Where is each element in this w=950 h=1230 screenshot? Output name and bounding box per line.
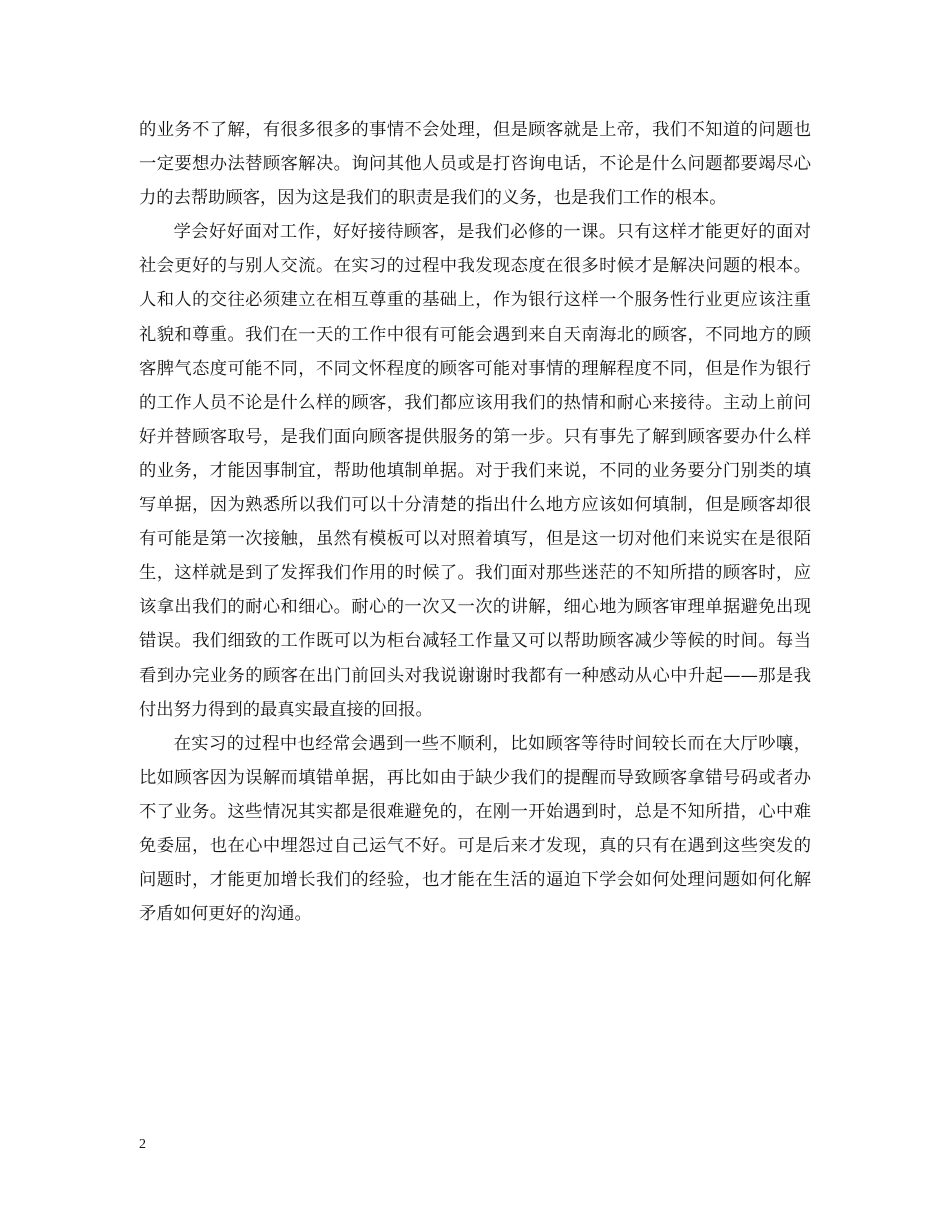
paragraph-attitude: 学会好好面对工作，好好接待顾客，是我们必修的一课。只有这样才能更好的面对社会更好的与别人交流。在实习的过程中我发现态度在很多时候才是解决问题的根本。人和人的交往必须建立在相互尊重的基础上，作为银行这样一个服务性行业更应该注重礼貌和尊重。我们在一天的工作中很有可能会遇到来自天南海北的顾客，不同地方的顾客脾气态度可能不同，不同文怀程度的顾客可能对事情的理解程度不同，但是作为银行的工作人员不论是什么样的顾客，我们都应该用我们的热情和耐心来接待。主动上前问好并替顾客取号，是我们面向顾客提供服务的第一步。只有事先了解到顾客要办什么样的业务，才能因事制宜，帮助他填制单据。对于我们来说，不同的业务要分门别类的填写单据，因为熟悉所以我们可以十分清楚的指出什么地方应该如何填制，但是顾客却很有可能是第一次接触，虽然有模板可以对照着填写，但是这一切对他们来说实在是很陌生，这样就是到了发挥我们作用的时候了。我们面对那些迷茫的不知所措的顾客时，应该拿出我们的耐心和细心。耐心的一次又一次的讲解，细心地为顾客审理单据避免出现错误。我们细致的工作既可以为柜台减轻工作量又可以帮助顾客减少等候的时间。每当看到办完业务的顾客在出门前回头对我说谢谢时我都有一种感动从心中升起——那是我付出努力得到的最真实最直接的回报。 <box>139 222 811 720</box>
paragraph-continuation: 的业务不了解，有很多很多的事情不会处理，但是顾客就是上帝，我们不知道的问题也一定要想办法替顾客解决。询问其他人员或是打咨询电话，不论是什么问题都要竭尽心力的去帮助顾客，因为这是我们的职责是我们的义务，也是我们工作的根本。 <box>139 120 811 209</box>
document-body <box>139 113 811 931</box>
page-number: 2 <box>139 1137 146 1152</box>
paragraph-difficulties: 在实习的过程中也经常会遇到一些不顺利，比如顾客等待时间较长而在大厅吵嚷，比如顾客因为误解而填错单据，再比如由于缺少我们的提醒而导致顾客拿错号码或者办不了业务。这些情况其实都是很难避免的，在刚一开始遇到时，总是不知所措，心中难免委屈，也在心中埋怨过自己运气不好。可是后来才发现，真的只有在遇到这些突发的问题时，才能更加增长我们的经验，也才能在生活的逼迫下学会如何处理问题如何化解矛盾如何更好的沟通。 <box>139 733 811 925</box>
